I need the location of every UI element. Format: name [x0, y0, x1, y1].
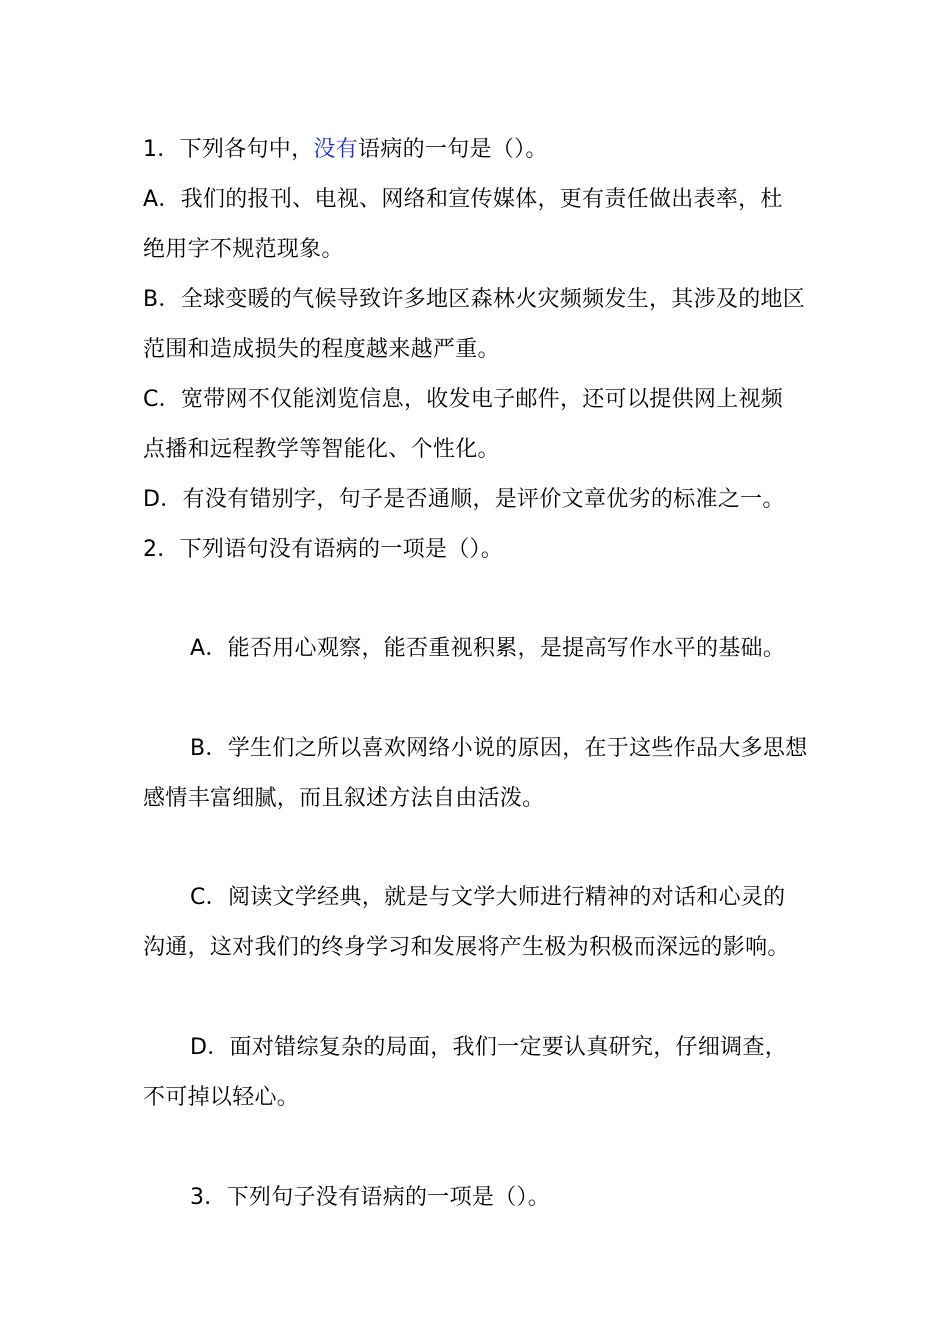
- q2-option-d-line2: 不可掉以轻心。: [143, 1085, 300, 1110]
- q1-option-c-line1: C．宽带网不仅能浏览信息，收发电子邮件，还可以提供网上视频: [143, 387, 784, 412]
- q1-option-a-line2: 绝用字不规范现象。: [143, 237, 344, 262]
- q1-stem-highlight: 没有: [313, 137, 359, 162]
- q2-option-a-line1: A．能否用心观察，能否重视积累，是提高写作水平的基础。: [190, 636, 786, 661]
- q2-option-c-line2: 沟通，这对我们的终身学习和发展将产生极为积极而深远的影响。: [143, 935, 790, 960]
- q1-option-a-line1: A．我们的报刊、电视、网络和宣传媒体，更有责任做出表率，杜: [143, 187, 783, 212]
- q1-option-b-line2: 范围和造成损失的程度越来越严重。: [143, 337, 500, 362]
- q2-option-b-line2: 感情丰富细腻，而且叙述方法自由活泼。: [143, 786, 545, 811]
- q2-stem: 2．下列语句没有语病的一项是（）。: [143, 537, 504, 562]
- q1-option-b-line1: B．全球变暖的气候导致许多地区森林火灾频频发生，其涉及的地区: [143, 287, 806, 312]
- q1-option-c-line2: 点播和远程教学等智能化、个性化。: [143, 437, 500, 462]
- q1-option-d-line1: D．有没有错别字，句子是否通顺，是评价文章优劣的标准之一。: [143, 487, 785, 512]
- q2-option-c-line1: C．阅读文学经典，就是与文学大师进行精神的对话和心灵的: [190, 885, 786, 910]
- q1-stem-before: 1．下列各句中，: [143, 137, 314, 162]
- q2-option-b-line1: B．学生们之所以喜欢网络小说的原因，在于这些作品大多思想: [190, 736, 808, 761]
- q3-stem: 3．下列句子没有语病的一项是（）。: [190, 1185, 551, 1210]
- q1-stem: [143, 135, 548, 165]
- q2-option-d-line1: D．面对错综复杂的局面，我们一定要认真研究，仔细调查，: [190, 1035, 788, 1060]
- q1-stem-after: 语病的一句是（）。: [358, 137, 548, 162]
